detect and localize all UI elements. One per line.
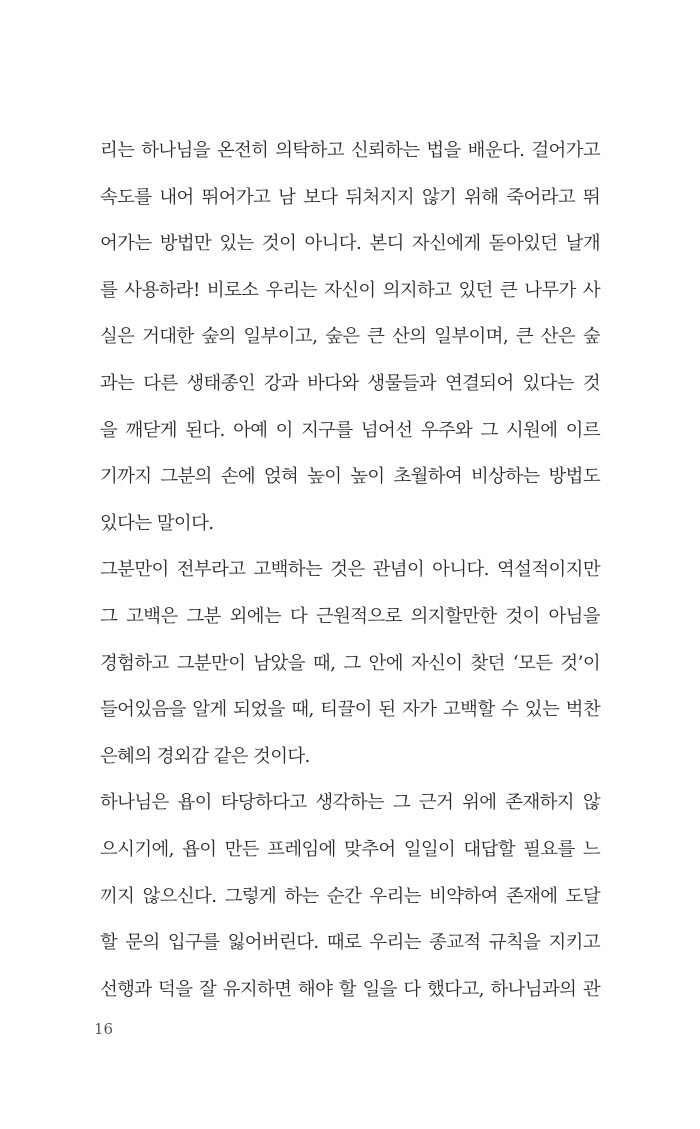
page-number: 16 (94, 1020, 114, 1038)
text-line: 경험하고 그분만이 남았을 때, 그 안에 자신이 찾던 ‘모든 것’이 (100, 652, 600, 674)
text-line: 들어있음을 알게 되었을 때, 티끌이 된 자가 고백할 수 있는 벅찬 (100, 699, 600, 721)
paragraph-1 (100, 128, 600, 547)
text-line: 있다는 말이다. (100, 512, 214, 534)
text-line: 과는 다른 생태종인 강과 바다와 생물들과 연결되어 있다는 것 (100, 372, 600, 394)
text-line: 그 고백은 그분 외에는 다 근원적으로 의지할만한 것이 아님을 (100, 605, 600, 627)
paragraph-2 (100, 547, 600, 780)
text-line: 실은 거대한 숲의 일부이고, 숲은 큰 산의 일부이며, 큰 산은 숲 (100, 326, 600, 348)
text-line: 은혜의 경외감 같은 것이다. (100, 745, 310, 767)
text-line: 속도를 내어 뛰어가고 남 보다 뒤처지지 않기 위해 죽어라고 뛰 (100, 186, 600, 208)
text-line: 선행과 덕을 잘 유지하면 해야 할 일을 다 했다고, 하나님과의 관 (100, 978, 600, 1000)
page-body (100, 128, 600, 1013)
text-line: 하나님은 욥이 타당하다고 생각하는 그 근거 위에 존재하지 않 (100, 792, 600, 814)
text-line: 를 사용하라! 비로소 우리는 자신이 의지하고 있던 큰 나무가 사 (100, 279, 600, 301)
paragraph-3 (100, 780, 600, 1013)
text-line: 리는 하나님을 온전히 의탁하고 신뢰하는 법을 배운다. 걸어가고 (100, 140, 600, 161)
text-line: 어가는 방법만 있는 것이 아니다. 본디 자신에게 돋아있던 날개 (100, 233, 600, 255)
text-line: 할 문의 입구를 잃어버린다. 때로 우리는 종교적 규칙을 지키고 (100, 932, 600, 954)
text-line: 기까지 그분의 손에 얹혀 높이 높이 초월하여 비상하는 방법도 (100, 466, 600, 488)
text-line: 을 깨닫게 된다. 아예 이 지구를 넘어선 우주와 그 시원에 이르 (100, 419, 600, 441)
text-line: 으시기에, 욥이 만든 프레임에 맞추어 일일이 대답할 필요를 느 (100, 838, 600, 860)
text-line: 그분만이 전부라고 고백하는 것은 관념이 아니다. 역설적이지만 (100, 559, 600, 581)
text-line: 끼지 않으신다. 그렇게 하는 순간 우리는 비약하여 존재에 도달 (100, 885, 600, 907)
